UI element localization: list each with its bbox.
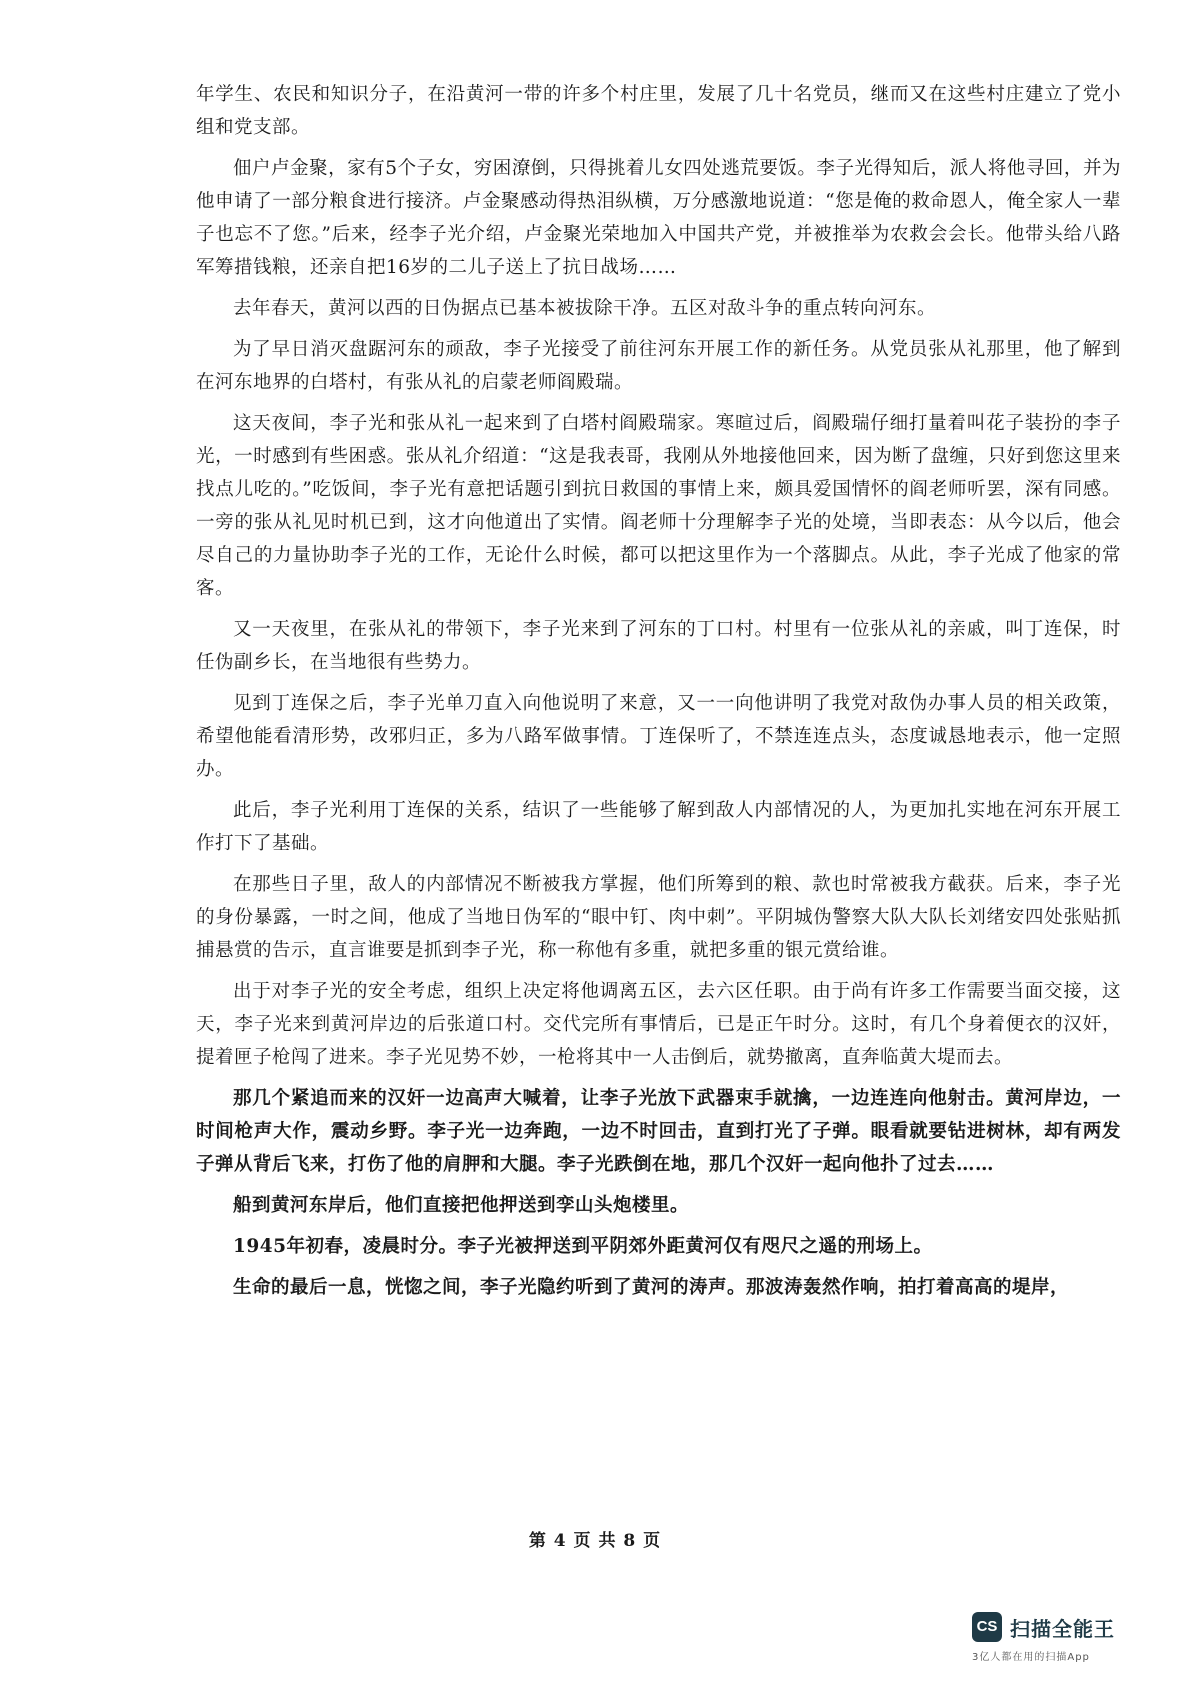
page-number: 第 4 页 共 8 页 [528, 1531, 662, 1551]
paragraph-10: 出于对李子光的安全考虑，组织上决定将他调离五区，去六区任职。由于尚有许多工作需要当面交接，这天，李子光来到黄河岸边的后张道口村。交代完所有事情后，已是正午时分。这时，有几个身着便衣的汉奸，提着匣子枪闯了进来。李子光见势不妙，一枪将其中一人击倒后，就势撤离，直奔临黄大堤而去。 [196, 981, 1121, 1068]
paragraph-2: 佃户卢金聚，家有5个子女，穷困潦倒，只得挑着儿女四处逃荒要饭。李子光得知后，派人将他寻回，并为他申请了一部分粮食进行接济。卢金聚感动得热泪纵横，万分感激地说道：“您是俺的救命恩人，俺全家人一辈子也忘不了您。”后来，经李子光介绍，卢金聚光荣地加入中国共产党，并被推举为农救会会长。他带头给八路军筹措钱粮，还亲自把16岁的二儿子送上了抗日战场…… [196, 158, 1121, 278]
paragraph-5: 这天夜间，李子光和张从礼一起来到了白塔村阎殿瑞家。寒暄过后，阎殿瑞仔细打量着叫花子装扮的李子光，一时感到有些困惑。张从礼介绍道：“这是我表哥，我刚从外地接他回来，因为断了盘缠，只好到您这里来找点儿吃的。”吃饭间，李子光有意把话题引到抗日救国的事情上来，颇具爱国情怀的阎老师听罢，深有同感。一旁的张从礼见时机已到，这才向他道出了实情。阎老师十分理解李子光的处境，当即表态：从今以后，他会尽自己的力量协助李子光的工作，无论什么时候，都可以把这里作为一个落脚点。从此，李子光成了他家的常客。 [196, 413, 1121, 599]
paragraph-3: 去年春天，黄河以西的日伪据点已基本被拔除干净。五区对敌斗争的重点转向河东。 [233, 298, 937, 319]
paragraph-9: 在那些日子里，敌人的内部情况不断被我方掌握，他们所筹到的粮、款也时常被我方截获。后来，李子光的身份暴露，一时之间，他成了当地日伪军的“眼中钉、肉中刺”。平阴城伪警察大队大队长刘绪安四处张贴抓捕悬赏的告示，直言谁要是抓到李子光，称一称他有多重，就把多重的银元赏给谁。 [196, 874, 1121, 961]
paragraph-11: 那几个紧追而来的汉奸一边高声大喊着，让李子光放下武器束手就擒，一边连连向他射击。黄河岸边，一时间枪声大作，震动乡野。李子光一边奔跑，一边不时回击，直到打光了子弹。眼看就要钻进树林，却有两发子弹从背后飞来，打伤了他的肩胛和大腿。李子光跌倒在地，那几个汉奸一起向他扑了过去…… [196, 1088, 1121, 1175]
article-body [196, 78, 1121, 1312]
paragraph-1: 年学生、农民和知识分子，在沿黄河一带的许多个村庄里，发展了几十名党员，继而又在这些村庄建立了党小组和党支部。 [196, 84, 1121, 138]
paragraph-7: 见到丁连保之后，李子光单刀直入向他说明了来意，又一一向他讲明了我党对敌伪办事人员的相关政策，希望他能看清形势，改邪归正，多为八路军做事情。丁连保听了，不禁连连点头，态度诚恳地表示，他一定照办。 [196, 693, 1121, 780]
paragraph-8: 此后，李子光利用丁连保的关系，结识了一些能够了解到敌人内部情况的人，为更加扎实地在河东开展工作打下了基础。 [196, 800, 1121, 854]
watermark-app-name: 扫描全能王 [1010, 1617, 1115, 1641]
watermark-tagline: 3亿人都在用的扫描App [972, 1652, 1090, 1663]
camscanner-logo-icon: CS [972, 1612, 1002, 1642]
paragraph-14: 生命的最后一息，恍惚之间，李子光隐约听到了黄河的涛声。那波涛轰然作响，拍打着高高的堤岸， [233, 1277, 1070, 1298]
scanner-watermark [972, 1610, 1172, 1670]
paragraph-12: 船到黄河东岸后，他们直接把他押送到孪山头炮楼里。 [233, 1195, 690, 1216]
paragraph-4: 为了早日消灭盘踞河东的顽敌，李子光接受了前往河东开展工作的新任务。从党员张从礼那里，他了解到在河东地界的白塔村，有张从礼的启蒙老师阎殿瑞。 [196, 339, 1121, 393]
paragraph-13: 1945年初春，凌晨时分。李子光被押送到平阴郊外距黄河仅有咫尺之遥的刑场上。 [233, 1236, 933, 1257]
paragraph-6: 又一天夜里，在张从礼的带领下，李子光来到了河东的丁口村。村里有一位张从礼的亲戚，叫丁连保，时任伪副乡长，在当地很有些势力。 [196, 619, 1121, 673]
